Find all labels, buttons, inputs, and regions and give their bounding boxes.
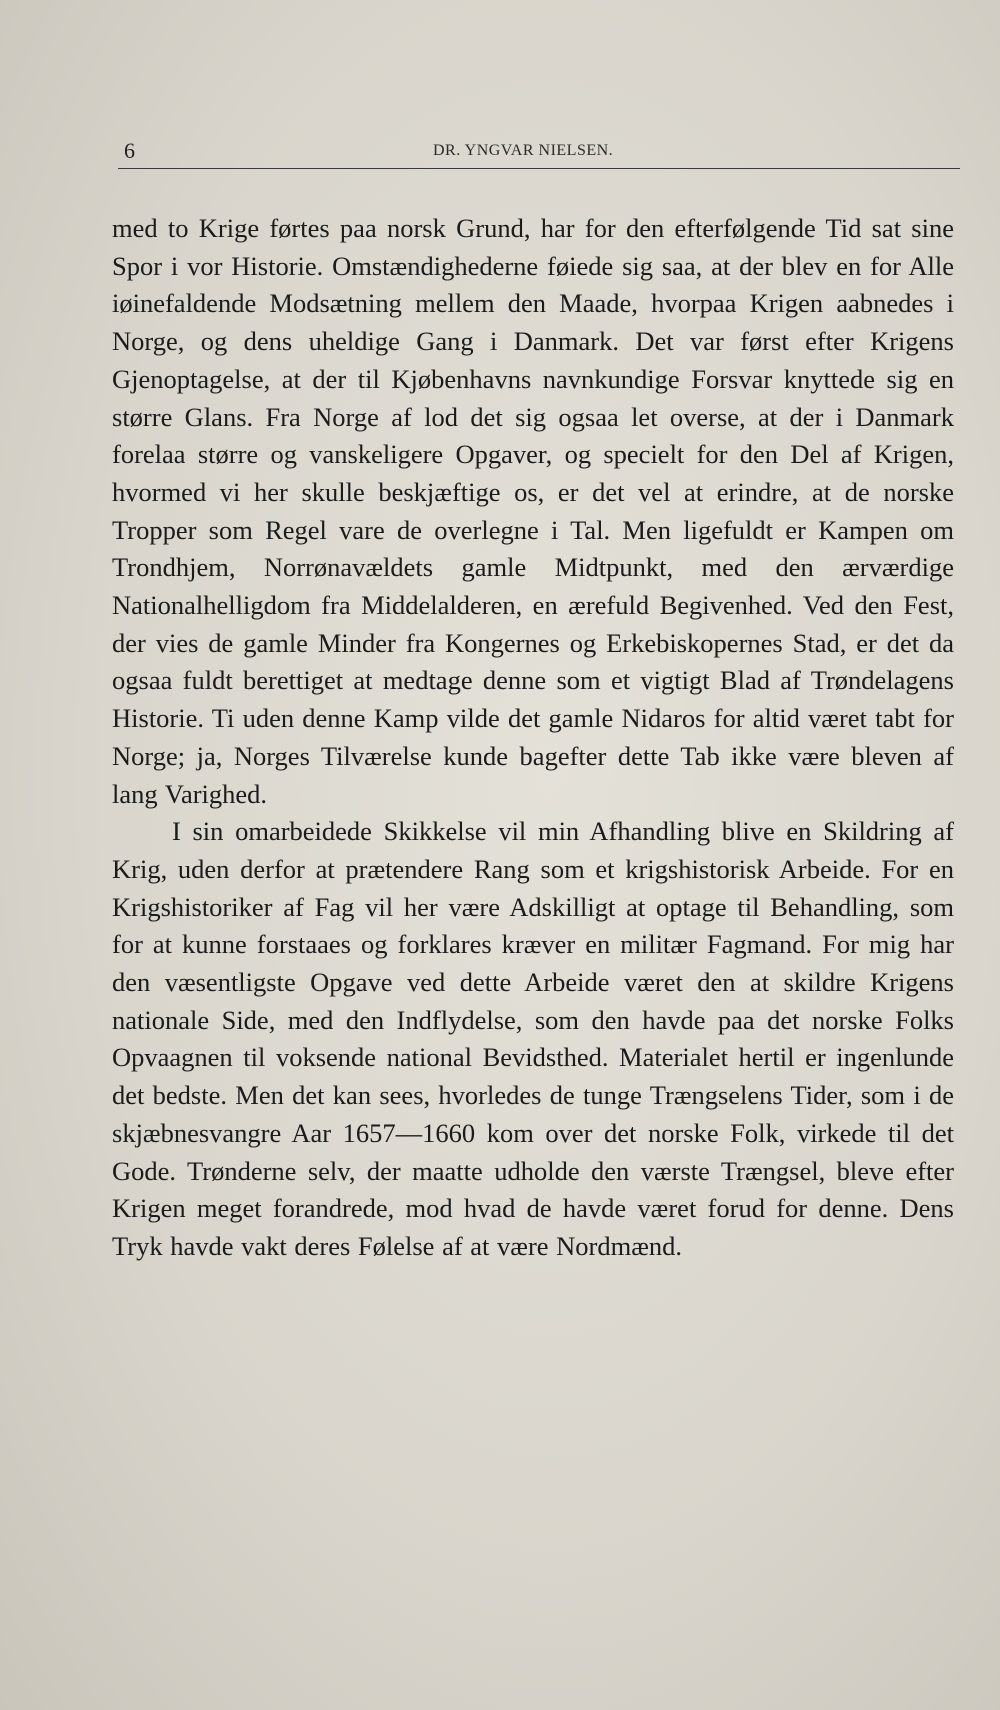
paragraph-1: med to Krige førtes paa norsk Grund, har for den efterfølgende Tid sat sine Spor i vor Historie. Omstændighederne føiede sig saa, at der blev en for Alle iøinefaldende Modsætning mellem den Maade, hvorpaa Krigen aabnedes i Norge, og dens uheldige Gang i Danmark. Det var først efter Krigens Gjenoptagelse, at der til Kjøbenhavns navnkundige Forsvar knyttede sig en større Glans. Fra Norge af lod det sig ogsaa let overse, at der i Danmark forelaa større og vanskeligere Opgaver, og specielt for den Del af Krigen, hvormed vi her skulle beskjæftige os, er det vel at erindre, at de norske Tropper som Regel vare de overlegne i Tal. Men ligefuldt er Kampen om Trondhjem, Norrønavældets gamle Midtpunkt, med den ærværdige Nationalhelligdom fra Middelalderen, en ærefuld Begivenhed. Ved den Fest, der vies de gamle Minder fra Kongernes og Erkebiskopernes Stad, er det da ogsaa fuldt berettiget at medtage denne som et vigtigt Blad af Trøndelagens Historie. Ti uden denne Kamp vilde det gamle Nidaros for altid været tabt for Norge; ja, Norges Tilværelse kunde bagefter dette Tab ikke være bleven af lang Varighed. [112,213,954,809]
paragraph-2: I sin omarbeidede Skikkelse vil min Afhandling blive en Skildring af Krig, uden derfor at prætendere Rang som et krigshistorisk Arbeide. For en Krigshistoriker af Fag vil her være Adskilligt at optage til Behandling, som for at kunne forstaaes og forklares kræver en militær Fagmand. For mig har den væsentligste Opgave ved dette Arbeide været den at skildre Krigens nationale Side, med den Indflydelse, som den havde paa det norske Folks Opvaagnen til voksende national Bevidsthed. Materialet hertil er ingenlunde det bedste. Men det kan sees, hvorledes de tunge Trængselens Tider, som i de skjæbnesvangre Aar 1657—1660 kom over det norske Folk, virkede til det Gode. Trønderne selv, der maatte udholde den værste Trængsel, bleve efter Krigen meget forandrede, mod hvad de havde været forud for denne. Dens Tryk havde vakt deres Følelse af at være Nordmænd. [112,816,954,1261]
body-text [112,210,954,1266]
page-number: 6 [124,138,135,163]
running-head [118,138,960,169]
running-head-author: DR. YNGVAR NIELSEN. [433,142,614,159]
